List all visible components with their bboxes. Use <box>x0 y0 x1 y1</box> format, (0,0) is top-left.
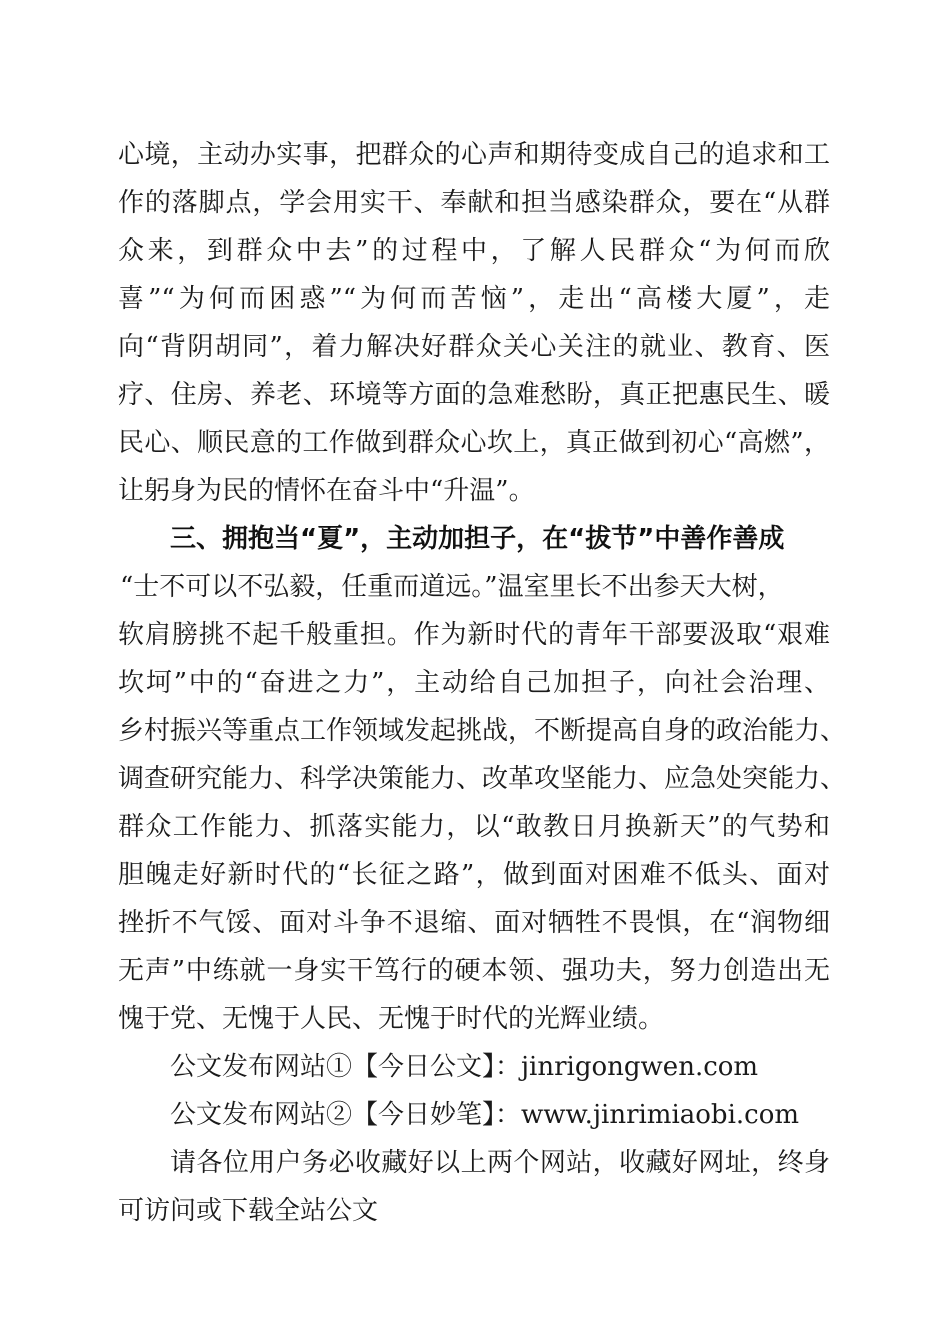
paragraph-2-line-4: 乡村振兴等重点工作领域发起挑战，不断提高自身的政治能力、 <box>118 716 847 746</box>
notice-line-1: 请各位用户务必收藏好以上两个网站，收藏好网址，终身 <box>170 1148 830 1178</box>
paragraph-1-line-2: 作的落脚点，学会用实干、奉献和担当感染群众，要在“从群 <box>118 188 830 218</box>
paragraph-2-line-6: 群众工作能力、抓落实能力，以“敢教日月换新天”的气势和 <box>118 812 830 842</box>
paragraph-2-line-2: 软肩膀挑不起千般重担。作为新时代的青年干部要汲取“艰难 <box>118 620 830 650</box>
paragraph-1-line-3: 众来，到群众中去”的过程中，了解人民群众“为何而欣 <box>118 236 830 266</box>
paragraph-1-line-4: 喜”“为何而困惑”“为何而苦恼”，走出“高楼大厦”，走 <box>118 284 830 314</box>
paragraph-1-line-6: 疗、住房、养老、环境等方面的急难愁盼，真正把惠民生、暖 <box>118 380 830 410</box>
paragraph-2-line-1: “士不可以不弘毅，任重而道远。”温室里长不出参天大树， <box>120 572 784 602</box>
paragraph-2-line-10: 愧于党、无愧于人民、无愧于时代的光辉业绩。 <box>118 1004 665 1034</box>
paragraph-1-line-8: 让躬身为民的情怀在奋斗中“升温”。 <box>118 476 535 506</box>
paragraph-2-line-9: 无声”中练就一身实干笃行的硬本领、强功夫，努力创造出无 <box>118 956 830 986</box>
paragraph-1-line-1: 心境，主动办实事，把群众的心声和期待变成自己的追求和工 <box>118 140 830 170</box>
site-link-2: 公文发布网站②【今日妙笔】：www.jinrimiaobi.com <box>170 1100 800 1130</box>
paragraph-2-line-3: 坎坷”中的“奋进之力”，主动给自己加担子，向社会治理、 <box>118 668 830 698</box>
notice-line-2: 可访问或下载全站公文 <box>118 1196 379 1226</box>
site-link-1: 公文发布网站①【今日公文】：jinrigongwen.com <box>170 1052 759 1082</box>
paragraph-1-line-5: 向“背阴胡同”，着力解决好群众关心关注的就业、教育、医 <box>118 332 830 362</box>
paragraph-2-line-8: 挫折不气馁、面对斗争不退缩、面对牺牲不畏惧，在“润物细 <box>118 908 830 938</box>
paragraph-2-line-5: 调查研究能力、科学决策能力、改革攻坚能力、应急处突能力、 <box>118 764 847 794</box>
paragraph-2-line-7: 胆魄走好新时代的“长征之路”，做到面对困难不低头、面对 <box>118 860 830 890</box>
paragraph-1-line-7: 民心、顺民意的工作做到群众心坎上，真正做到初心“高燃”， <box>118 428 830 458</box>
section-heading: 三、拥抱当“夏”，主动加担子，在“拔节”中善作善成 <box>170 524 785 554</box>
